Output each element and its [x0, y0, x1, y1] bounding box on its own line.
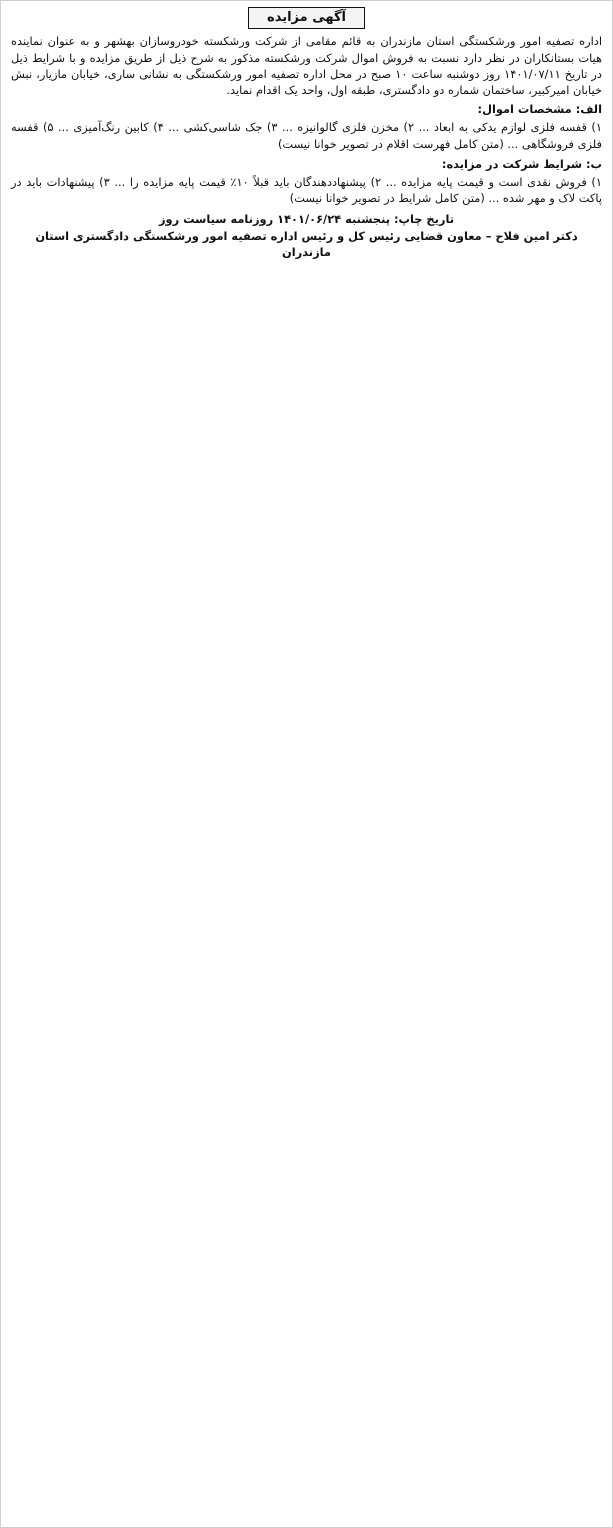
signature-line: دکتر امین فلاح – معاون قضایی رئیس کل و رئیس اداره تصفیه امور ورشکستگی دادگستری استان مازندران: [35, 228, 578, 259]
title-wrapper: [11, 7, 602, 29]
notice-title: آگهی مزایده: [248, 7, 365, 29]
section-b-heading: ب: شرایط شرکت در مزایده:: [441, 156, 602, 171]
notice-footer: [11, 211, 602, 260]
section-a-heading: الف: مشخصات اموال:: [477, 102, 602, 117]
print-date: تاریخ چاپ: پنجشنبه ۱۴۰۱/۰۶/۲۴ روزنامه سیاست روز: [158, 212, 455, 227]
section-a-items: ۱) قفسه فلزی لوازم یدکی به ابعاد ... ۲) مخزن فلزی گالوانیزه ... ۳) جک شاسی‌کشی ... ۴) کابین رنگ‌آمیزی ... ۵) قفسه فلزی فروشگاهی ... (متن کامل فهرست اقلام در تصویر خوانا نیست): [11, 120, 602, 151]
intro-paragraph: اداره تصفیه امور ورشکستگی استان مازندران به قائم مقامی از شرکت ورشکسته خودروسازان بهشهر و به عنوان نماینده هیات بستانکاران در نظر دارد نسبت به فروش اموال شرکت ورشکسته مذکور به شرح ذیل از طریق مزایده و با شرایط ذیل در تاریخ ۱۴۰۱/۰۷/۱۱ روز دوشنبه ساعت ۱۰ صبح در محل اداره تصفیه امور ورشکستگی به نشانی ساری، خیابان مازیار، نبش خیابان امیرکبیر، ساختمان شماره دو دادگستری، طبقه اول، واحد یک اقدام نماید.: [11, 34, 602, 98]
section-b-conditions: ۱) فروش نقدی است و قیمت پایه مزایده ... ۲) پیشنهاددهندگان باید قبلاً ۱۰٪ قیمت پایه مزایده را ... ۳) پیشنهادات باید در پاکت لاک و مهر شده ... (متن کامل شرایط در تصویر خوانا نیست): [11, 174, 602, 206]
